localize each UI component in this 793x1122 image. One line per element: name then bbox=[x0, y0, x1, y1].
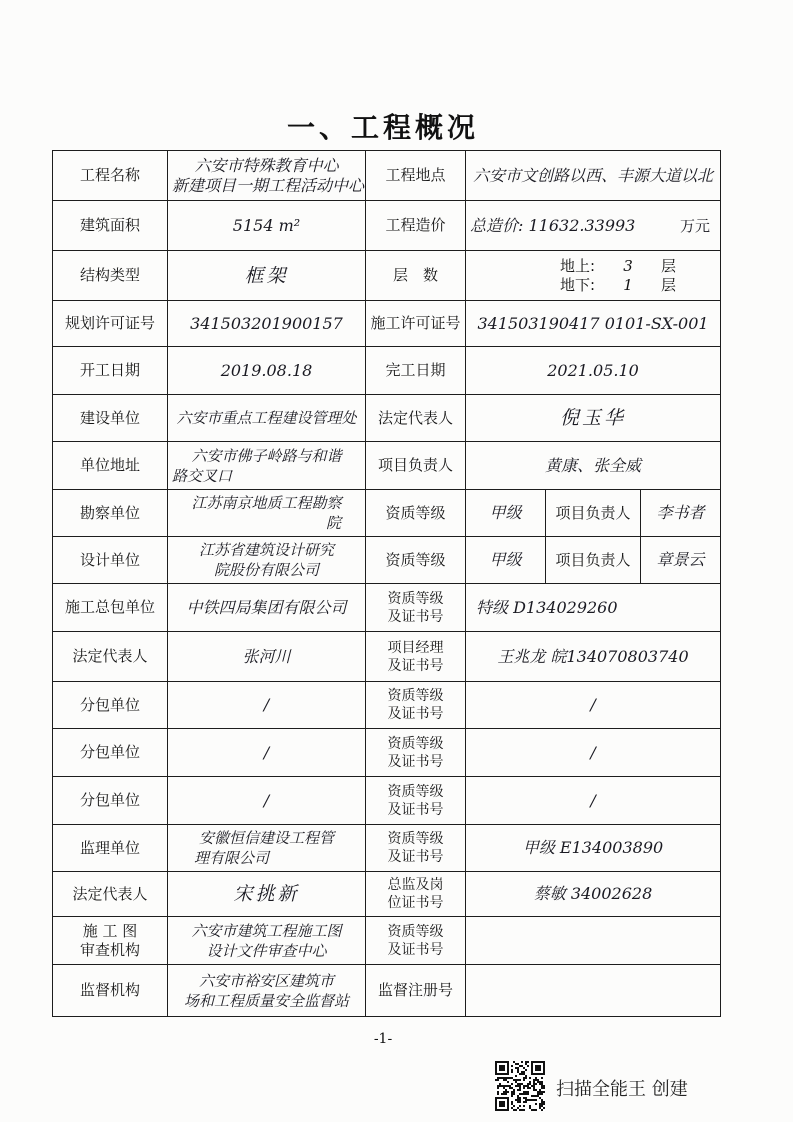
design-grade-label: 资质等级 bbox=[366, 537, 466, 584]
chief-supervisor-label bbox=[366, 872, 466, 917]
row-survey bbox=[53, 490, 721, 537]
project-overview-table bbox=[52, 150, 721, 1017]
chief-supervisor-label-line-2: 位证书号 bbox=[387, 895, 444, 911]
subcontractor-2-label: 分包单位 bbox=[53, 729, 168, 777]
unit-address-line-1: 六安市佛子岭路与和谐 bbox=[191, 446, 342, 465]
drawing-review-grade-value bbox=[466, 917, 721, 965]
row-structure-type bbox=[53, 251, 721, 301]
row-address bbox=[53, 442, 721, 490]
row-contractor-legal-rep bbox=[53, 632, 721, 682]
construction-permit-label: 施工许可证号 bbox=[366, 301, 466, 347]
survey-unit-value bbox=[168, 490, 366, 537]
subcontractor-3-label: 分包单位 bbox=[53, 777, 168, 825]
project-location-label: 工程地点 bbox=[366, 151, 466, 201]
project-cost-label: 工程造价 bbox=[366, 201, 466, 251]
end-date-label: 完工日期 bbox=[366, 347, 466, 395]
project-leader-value: 黄康、张全威 bbox=[466, 442, 721, 490]
project-cost-cell bbox=[466, 201, 721, 251]
drawing-review-grade-label-line-2: 及证书号 bbox=[387, 941, 444, 958]
project-name-value bbox=[168, 151, 366, 201]
project-name-label: 工程名称 bbox=[53, 151, 168, 201]
project-location-value: 六安市文创路以西、丰源大道以北 bbox=[466, 151, 721, 201]
subcontractor-1-grade-value: / bbox=[466, 682, 721, 729]
row-supervisory-agency bbox=[53, 965, 721, 1017]
supervision-registration-label: 监督注册号 bbox=[366, 965, 466, 1017]
row-supervision bbox=[53, 825, 721, 872]
chief-supervisor-label-line-1: 总监及岗 bbox=[387, 877, 444, 893]
drawing-review-value bbox=[168, 917, 366, 965]
supervision-unit-line-2: 理有限公司 bbox=[194, 849, 270, 867]
design-leader-value: 章景云 bbox=[641, 537, 721, 584]
floors-below-value: 1 bbox=[623, 275, 633, 294]
design-unit-label: 设计单位 bbox=[53, 537, 168, 584]
supervision-grade-label-line-1: 资质等级 bbox=[387, 831, 444, 847]
contractor-grade-label bbox=[366, 584, 466, 632]
start-date-value: 2019.08.18 bbox=[168, 347, 366, 395]
contractor-legal-rep-label: 法定代表人 bbox=[53, 632, 168, 682]
floors-above-label: 地上: bbox=[559, 256, 595, 275]
subcontractor-3-value: / bbox=[168, 777, 366, 825]
row-subcontractor-1 bbox=[53, 682, 721, 729]
floors-below bbox=[560, 276, 676, 295]
survey-unit-line-2: 院 bbox=[325, 514, 341, 532]
start-date-label: 开工日期 bbox=[53, 347, 168, 395]
design-unit-line-1: 江苏省建筑设计研究 bbox=[198, 541, 334, 559]
supervision-grade-label-line-2: 及证书号 bbox=[387, 849, 444, 865]
supervision-registration-value bbox=[466, 965, 721, 1017]
unit-address-line-2: 路交叉口 bbox=[172, 466, 233, 485]
project-manager-label bbox=[366, 632, 466, 682]
end-date-value: 2021.05.10 bbox=[466, 347, 721, 395]
drawing-review-label-line-1: 施 工 图 bbox=[82, 921, 138, 940]
scanner-watermark: 扫描全能王 创建 bbox=[556, 1079, 688, 1100]
subcontractor-3-grade-label-line-2: 及证书号 bbox=[387, 801, 444, 818]
project-cost-unit: 万元 bbox=[680, 216, 711, 235]
subcontractor-1-label: 分包单位 bbox=[53, 682, 168, 729]
drawing-review-grade-label-line-1: 资质等级 bbox=[387, 923, 444, 940]
floors-cell bbox=[466, 251, 721, 301]
survey-unit-line-1: 江苏南京地质工程勘察 bbox=[191, 494, 342, 512]
owner-unit-value: 六安市重点工程建设管理处 bbox=[168, 395, 366, 442]
project-name-line-1: 六安市特殊教育中心 bbox=[194, 155, 339, 175]
subcontractor-2-grade-label-line-2: 及证书号 bbox=[387, 753, 444, 770]
contractor-grade-label-line-2: 及证书号 bbox=[387, 608, 444, 625]
row-general-contractor bbox=[53, 584, 721, 632]
subcontractor-3-grade-value: / bbox=[466, 777, 721, 825]
supervision-legal-rep-label: 法定代表人 bbox=[53, 872, 168, 917]
supervision-legal-rep-value: 宋挑新 bbox=[168, 872, 366, 917]
row-subcontractor-2 bbox=[53, 729, 721, 777]
row-permits bbox=[53, 301, 721, 347]
supervisory-agency-value bbox=[168, 965, 366, 1017]
supervisory-agency-line-2: 场和工程质量安全监督站 bbox=[183, 991, 349, 1010]
row-project-name bbox=[53, 151, 721, 201]
row-dates bbox=[53, 347, 721, 395]
unit-address-value bbox=[168, 442, 366, 490]
structure-type-value: 框架 bbox=[168, 251, 366, 301]
owner-unit-label: 建设单位 bbox=[53, 395, 168, 442]
row-building-area bbox=[53, 201, 721, 251]
contractor-grade-label-line-1: 资质等级 bbox=[387, 590, 444, 607]
structure-type-label: 结构类型 bbox=[53, 251, 168, 301]
project-manager-value: 王兆龙 皖134070803740 bbox=[466, 632, 721, 682]
floors-below-unit: 层 bbox=[661, 275, 677, 294]
drawing-review-line-2: 设计文件审查中心 bbox=[206, 941, 327, 960]
row-supervision-legal-rep bbox=[53, 872, 721, 917]
floors-above-unit: 层 bbox=[661, 256, 677, 275]
drawing-review-grade-label bbox=[366, 917, 466, 965]
planning-permit-label: 规划许可证号 bbox=[53, 301, 168, 347]
unit-address-label: 单位地址 bbox=[53, 442, 168, 490]
design-leader-label: 项目负责人 bbox=[546, 537, 641, 584]
owner-legal-rep-label: 法定代表人 bbox=[366, 395, 466, 442]
supervision-grade-value: 甲级 E134003890 bbox=[466, 825, 721, 872]
general-contractor-label: 施工总包单位 bbox=[53, 584, 168, 632]
survey-grade-label: 资质等级 bbox=[366, 490, 466, 537]
design-unit-line-2: 院股份有限公司 bbox=[213, 561, 319, 579]
project-manager-label-line-2: 及证书号 bbox=[387, 657, 444, 674]
floors-above-value: 3 bbox=[623, 256, 633, 275]
chief-supervisor-value: 蔡敏 34002628 bbox=[466, 872, 721, 917]
subcontractor-3-grade-label bbox=[366, 777, 466, 825]
subcontractor-2-grade-label-line-1: 资质等级 bbox=[387, 735, 444, 752]
subcontractor-2-value: / bbox=[168, 729, 366, 777]
project-leader-label: 项目负责人 bbox=[366, 442, 466, 490]
row-design bbox=[53, 537, 721, 584]
page-number: -1- bbox=[373, 1031, 393, 1047]
subcontractor-1-value: / bbox=[168, 682, 366, 729]
design-grade-value: 甲级 bbox=[466, 537, 546, 584]
project-manager-label-line-1: 项目经理 bbox=[387, 639, 444, 656]
page-title: 一、工程概况 bbox=[286, 111, 479, 144]
subcontractor-2-grade-label bbox=[366, 729, 466, 777]
subcontractor-1-grade-label-line-1: 资质等级 bbox=[387, 688, 444, 704]
qr-code bbox=[495, 1061, 545, 1111]
subcontractor-2-grade-value: / bbox=[466, 729, 721, 777]
survey-leader-value: 李书者 bbox=[641, 490, 721, 537]
floors-label: 层 数 bbox=[366, 251, 466, 301]
row-subcontractor-3 bbox=[53, 777, 721, 825]
planning-permit-value: 341503201900157 bbox=[168, 301, 366, 347]
survey-leader-label: 项目负责人 bbox=[546, 490, 641, 537]
survey-grade-value: 甲级 bbox=[466, 490, 546, 537]
drawing-review-label-line-2: 审查机构 bbox=[79, 940, 140, 959]
contractor-grade-value: 特级 D134029260 bbox=[466, 584, 721, 632]
supervisory-agency-label: 监督机构 bbox=[53, 965, 168, 1017]
drawing-review-label bbox=[53, 917, 168, 965]
row-owner bbox=[53, 395, 721, 442]
supervision-unit-value bbox=[168, 825, 366, 872]
owner-legal-rep-value: 倪玉华 bbox=[466, 395, 721, 442]
construction-permit-value: 341503190417 0101-SX-001 bbox=[466, 301, 721, 347]
survey-unit-label: 勘察单位 bbox=[53, 490, 168, 537]
drawing-review-line-1: 六安市建筑工程施工图 bbox=[191, 921, 342, 940]
supervisory-agency-line-1: 六安市裕安区建筑市 bbox=[198, 971, 334, 990]
floors-below-label: 地下: bbox=[559, 275, 595, 294]
supervision-unit-line-1: 安徽恒信建设工程管 bbox=[198, 829, 334, 847]
supervision-unit-label: 监理单位 bbox=[53, 825, 168, 872]
general-contractor-value: 中铁四局集团有限公司 bbox=[168, 584, 366, 632]
subcontractor-3-grade-label-line-1: 资质等级 bbox=[387, 783, 444, 800]
building-area-value: 5154 m² bbox=[168, 201, 366, 251]
project-name-line-2: 新建项目一期工程活动中心 bbox=[172, 175, 365, 195]
floors-above bbox=[560, 257, 676, 276]
design-unit-value bbox=[168, 537, 366, 584]
contractor-legal-rep-value: 张河川 bbox=[168, 632, 366, 682]
project-cost-value: 总造价: 11632.33993 bbox=[470, 215, 636, 235]
subcontractor-1-grade-label-line-2: 及证书号 bbox=[387, 706, 444, 722]
row-drawing-review bbox=[53, 917, 721, 965]
supervision-grade-label bbox=[366, 825, 466, 872]
subcontractor-1-grade-label bbox=[366, 682, 466, 729]
building-area-label: 建筑面积 bbox=[53, 201, 168, 251]
